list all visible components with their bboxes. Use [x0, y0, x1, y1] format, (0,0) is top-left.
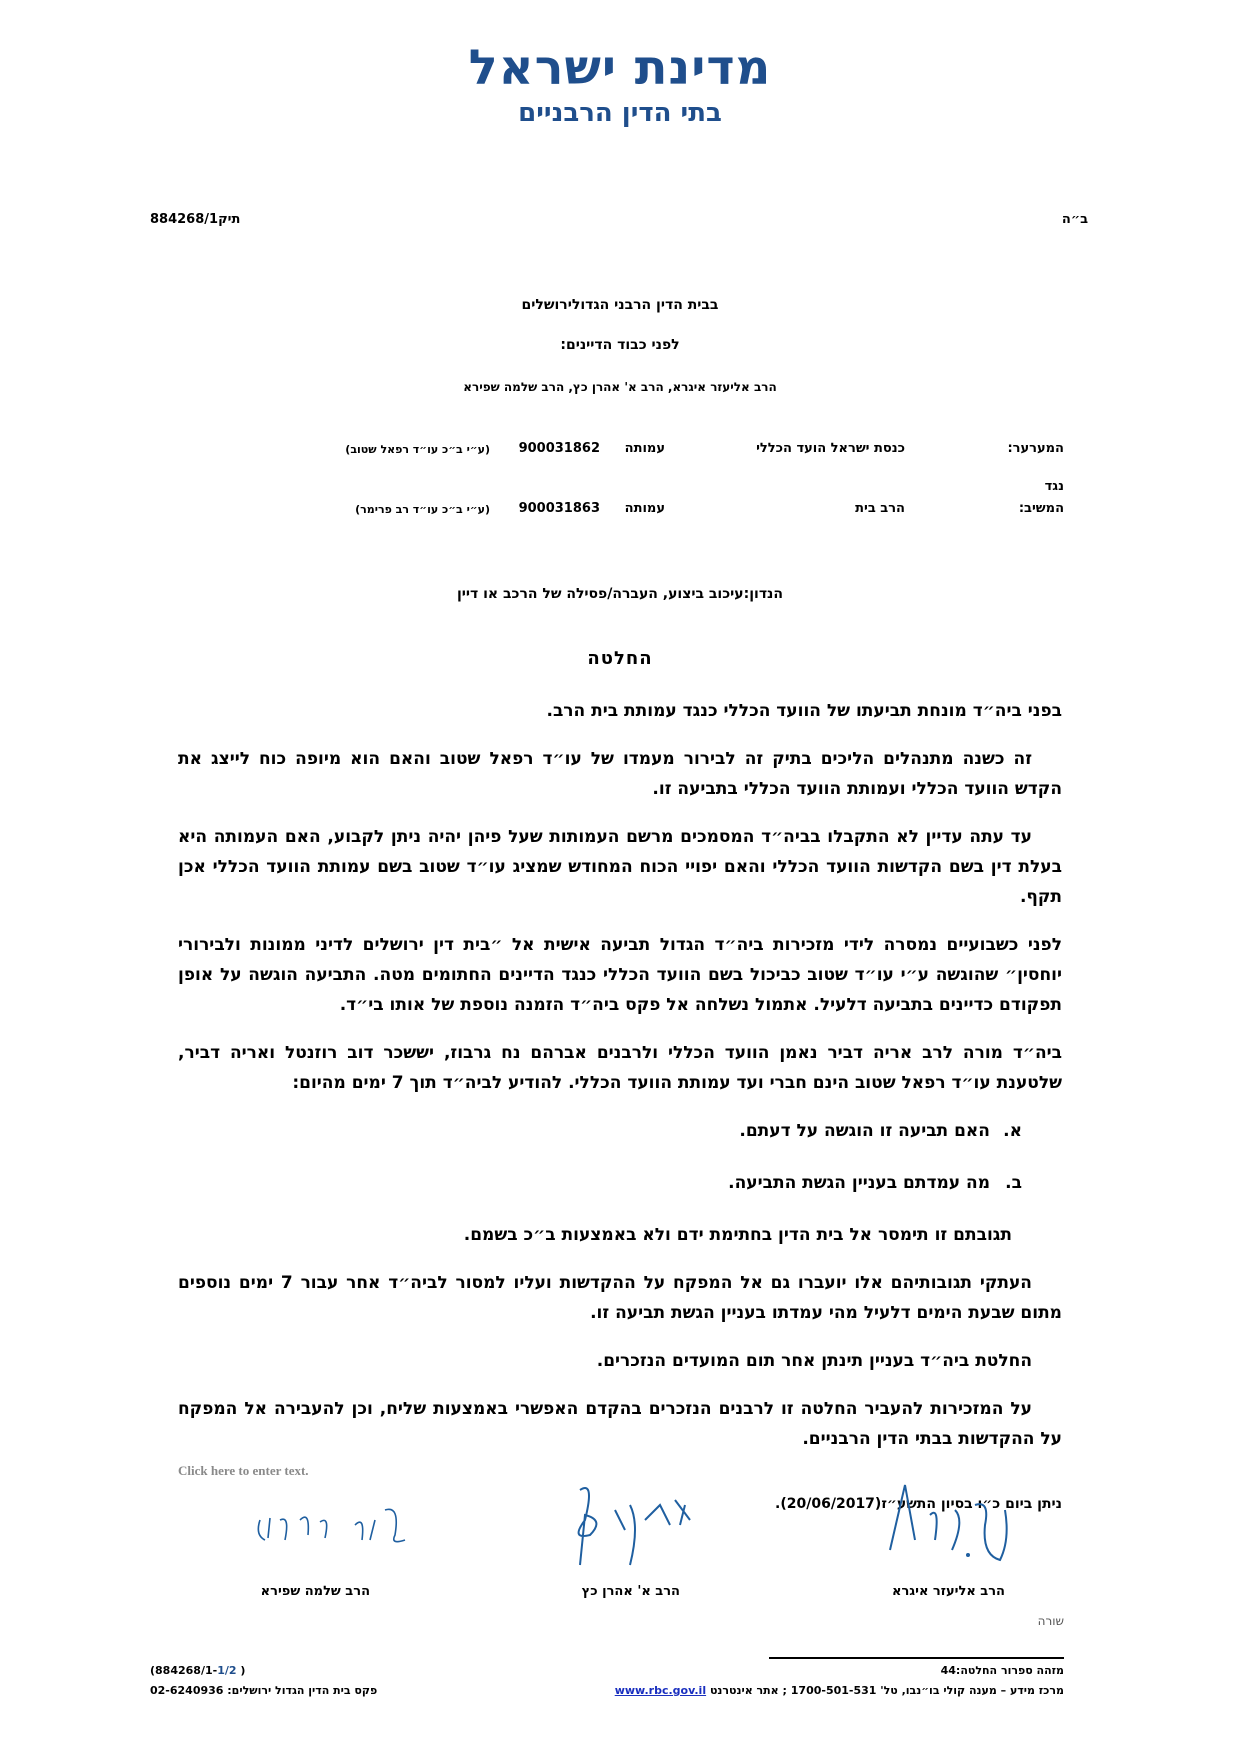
bh-mark: ב״ה [1061, 212, 1088, 227]
handwritten-signature-icon [860, 1480, 1030, 1570]
decision-id-label: מזהה ספרור החלטה: [955, 1664, 1064, 1677]
file-label: תיק [218, 212, 241, 227]
file-number-value: 884268/1 [150, 212, 219, 227]
appellant-id: 900031862 [518, 441, 600, 456]
appellant-name: כנסת ישראל הועד הכללי [756, 441, 905, 456]
page-indicator: 1/2 [217, 1664, 237, 1677]
fax-number: פקס בית הדין הגדול ירושלים: 02-6240936 [150, 1684, 378, 1697]
list-item [178, 1116, 1062, 1146]
paragraph: על המזכירות להעביר החלטה זו לרבנים הנזכרים בהקדם האפשרי באמצעות שליח, וכן להעבירה אל המפקח על ההקדשות בבתי הדין הרבניים. [178, 1399, 1062, 1449]
info-center [615, 1684, 1064, 1697]
appellant-representative: (ע״י ב״כ עו״ד רפאל שטוב) [345, 443, 490, 456]
respondent-id: 900031863 [518, 501, 600, 516]
before-judges-label: לפני כבוד הדיינים: [560, 337, 680, 353]
paragraph: לפני כשבועיים נמסרה לידי מזכירות ביה״ד הגדול תביעה אישית אל ״בית דין ירושלים לדיני ממונות ולבירורי יוחסין״ שהוגשה ע״י עו״ד שטוב כביכול בשם הוועד הכללי כנגד הדיינים החתומים מטה. התביעה הוגשה על אופן תפקודם כדיינים בתביעה דלעיל. אתמול נשלחה אל פקס ביה״ד הזמנה נוספת של אותו בי״ד. [178, 935, 1062, 1015]
paragraph: תגובתם זו תימסר אל בית הדין בחתימת ידם ולא באמצעות ב״כ בשמם. [463, 1225, 1012, 1245]
file-number [150, 212, 240, 227]
signature-eliezer-igra [860, 1480, 1030, 1574]
paragraph: העתקי תגובותיהם אלו יועברו גם אל המפקח על ההקדשות ועליו למסור לביה״ד אחר עבור 7 ימים נוספים מתום שבעת הימים דלעיל מהי עמדתו בעניין הגשת תביעה זו. [178, 1273, 1062, 1323]
decision-body [178, 696, 1062, 1519]
subject-line: הנדון:עיכוב ביצוע, העברה/פסילה של הרכב או דיין [456, 586, 784, 602]
list-item-text: האם תביעה זו הוגשה על דעתם. [739, 1121, 990, 1141]
rabbinical-courts-subtitle: בתי הדין הרבניים [518, 98, 722, 128]
signer-name: הרב אליעזר איגרא [892, 1584, 1005, 1599]
respondent-role: המשיב: [1018, 501, 1064, 516]
court-name: בבית הדין הרבני הגדולירושלים [521, 297, 719, 313]
signature-aharon-katz [550, 1480, 720, 1574]
document-reference [150, 1664, 245, 1677]
paragraph: החלטת ביה״ד בעניין תינתן אחר תום המועדים הנזכרים. [596, 1351, 1032, 1371]
footer-divider [769, 1657, 1064, 1659]
handwritten-signature-icon [250, 1480, 420, 1570]
handwritten-signature-icon [550, 1480, 720, 1570]
respondent-type: עמותה [624, 501, 665, 516]
list-item-label: ב. [1005, 1173, 1022, 1193]
judges-list: הרב אליעזר איגרא, הרב א' אהרן כץ, הרב שלמה שפירא [463, 380, 777, 394]
decision-id [941, 1664, 1064, 1677]
state-of-israel-title: מדינת ישראל [468, 40, 772, 96]
signature-shlomo-shapira [250, 1480, 420, 1574]
copy-label: שורה [1037, 1614, 1064, 1628]
respondent-representative: (ע״י ב״כ עו״ד רב פרימר) [355, 503, 490, 516]
ref-prefix: (884268/1- [150, 1664, 218, 1677]
list-item-text: מה עמדתם בעניין הגשת התביעה. [728, 1173, 990, 1193]
info-center-text: מרכז מידע – מענה קולי בו״נבו, טל' 1700-501-531 ; אתר אינטרנט [709, 1684, 1064, 1697]
paragraph: עד עתה עדיין לא התקבלו בביה״ד המסמכים מרשם העמותות שעל פיהן יהיה ניתן לקבוע, האם העמותה היא בעלת דין בשם הקדשות הוועד הכללי והאם יפויי הכוח המחודש שמציג עו״ד שטוב בשם עמותת הוועד הכללי אכן תקף. [178, 827, 1062, 907]
list-item-label: א. [1003, 1121, 1022, 1141]
paragraph: בפני ביה״ד מונחת תביעתו של הוועד הכללי כנגד עמותת בית הרב. [546, 701, 1062, 721]
appellant-type: עמותה [624, 441, 665, 456]
decision-title: החלטה [587, 648, 653, 669]
appellant-role: המערער: [1007, 441, 1064, 456]
list-item [178, 1168, 1062, 1198]
respondent-name: הרב בית [855, 501, 905, 516]
enter-text-placeholder[interactable]: Click here to enter text. [178, 1463, 309, 1478]
given-on-date: ניתן ביום כ״ו בסיון התשע״ז(20/06/2017). [775, 1496, 1062, 1512]
ref-suffix: ) [236, 1664, 246, 1677]
decision-id-value: 44 [940, 1664, 956, 1677]
signer-name: הרב א' אהרן כץ [581, 1584, 680, 1599]
paragraph: זה כשנה מתנהלים הליכים בתיק זה לבירור מעמדו של עו״ד רפאל שטוב והאם הוא מיופה כוח לייצג את הקדש הוועד הכללי ועמותת הוועד הכללי בתביעה זו. [178, 749, 1062, 799]
signer-name: הרב שלמה שפירא [260, 1584, 370, 1599]
versus-label: נגד [1044, 479, 1064, 494]
paragraph: ביה״ד מורה לרב אריה דביר נאמן הוועד הכללי ולרבנים אברהם נח גרבוז, יששכר דוב רוזנטל ואריה דביר, שלטענת עו״ד רפאל שטוב הינם חברי ועד עמותת הוועד הכללי. להודיע לביה״ד תוך 7 ימים מהיום: [178, 1043, 1062, 1093]
website-link[interactable]: www.rbc.gov.il [614, 1684, 707, 1697]
